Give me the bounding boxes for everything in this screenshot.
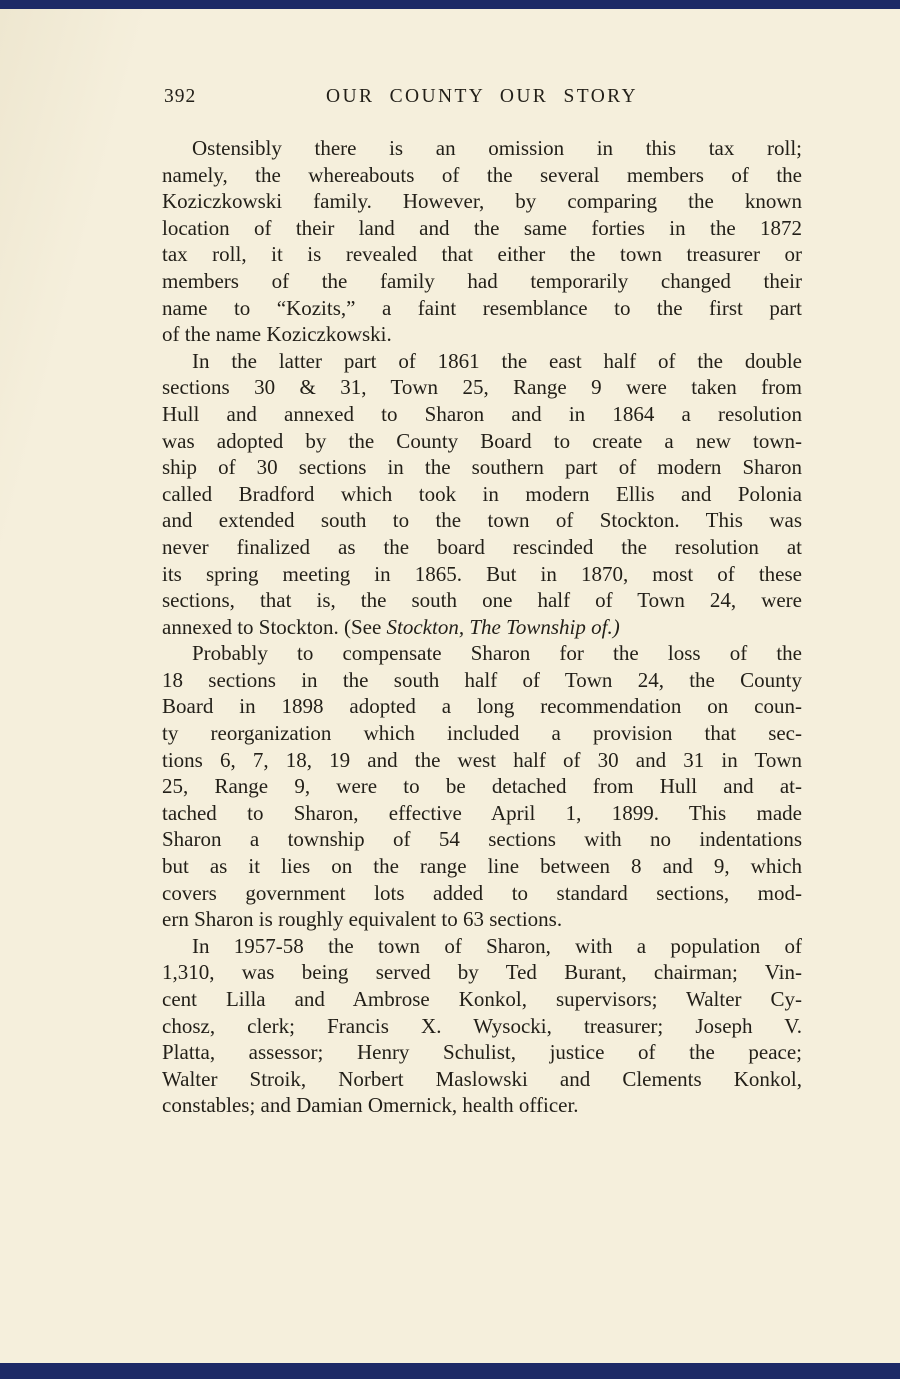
- text-line: [162, 906, 802, 933]
- text-segment: Board in 1898 adopted a long recommendation on coun-: [162, 694, 802, 719]
- text-segment: 25, Range 9, were to be detached from Hull and at-: [162, 774, 802, 799]
- text-segment: tached to Sharon, effective April 1, 1899. This made: [162, 800, 802, 825]
- text-segment: Ostensibly there is an omission in this tax roll;: [192, 136, 802, 160]
- text-segment: name to “Kozits,” a faint resemblance to the first part: [162, 295, 802, 320]
- body-text: [162, 135, 802, 1119]
- text-segment: namely, the whereabouts of the several members of the: [162, 162, 802, 187]
- text-line: [162, 162, 802, 189]
- text-line: [162, 800, 802, 827]
- text-line: [162, 507, 802, 534]
- text-line: [162, 561, 802, 588]
- text-segment: but as it lies on the range line between 8 and 9, which: [162, 854, 802, 879]
- text-line: [162, 693, 802, 720]
- text-segment: Platta, assessor; Henry Schulist, justice of the peace;: [162, 1040, 802, 1065]
- text-line: [162, 428, 802, 455]
- text-segment: members of the family had temporarily changed their: [162, 268, 802, 293]
- paragraph: [162, 933, 802, 1119]
- text-segment: 18 sections in the south half of Town 24, the County: [162, 667, 802, 692]
- text-line: [162, 826, 802, 853]
- text-line: [162, 773, 802, 800]
- text-segment: Walter Stroik, Norbert Maslowski and Clements Konkol,: [162, 1066, 802, 1091]
- text-line: [162, 720, 802, 747]
- text-segment: ern Sharon is roughly equivalent to 63 sections.: [162, 907, 563, 932]
- text-line: [162, 986, 802, 1013]
- text-line: [162, 454, 802, 481]
- text-line: [162, 853, 802, 880]
- text-segment: location of their land and the same forties in the 1872: [162, 215, 802, 240]
- text-segment: covers government lots added to standard sections, mod-: [162, 880, 802, 905]
- text-line: [162, 481, 802, 508]
- text-line: [162, 295, 802, 322]
- text-line: [162, 268, 802, 295]
- text-line: [162, 880, 802, 907]
- text-line: [162, 614, 802, 641]
- text-line: [162, 401, 802, 428]
- text-line: [162, 348, 802, 375]
- text-segment: Hull and annexed to Sharon and in 1864 a resolution: [162, 401, 802, 426]
- text-line: [162, 241, 802, 268]
- text-segment: In the latter part of 1861 the east half of the double: [192, 348, 802, 373]
- text-segment: and extended south to the town of Stockton. This was: [162, 508, 802, 533]
- text-line: [162, 587, 802, 614]
- scan-edge-bottom: [0, 1363, 900, 1379]
- text-line: [162, 135, 802, 162]
- page-number: 392: [164, 86, 197, 107]
- text-segment: annexed to Stockton. (See: [162, 614, 387, 639]
- text-segment: sections, that is, the south one half of Town 24, were: [162, 588, 802, 613]
- text-segment: ty reorganization which included a provision that sec-: [162, 721, 802, 746]
- text-line: [162, 640, 802, 667]
- text-line: [162, 959, 802, 986]
- text-line: [162, 1013, 802, 1040]
- text-line: [162, 374, 802, 401]
- text-segment: Sharon a township of 54 sections with no indentations: [162, 827, 802, 852]
- running-title: OUR COUNTY OUR STORY: [326, 86, 638, 107]
- text-segment: ship of 30 sections in the southern part of modern Sharon: [162, 455, 802, 480]
- text-line: [162, 1092, 802, 1119]
- paragraph: [162, 640, 802, 933]
- text-segment: Probably to compensate Sharon for the loss of the: [192, 641, 802, 666]
- text-line: [162, 747, 802, 774]
- text-segment: tions 6, 7, 18, 19 and the west half of 30 and 31 in Town: [162, 747, 802, 772]
- paragraph: [162, 348, 802, 641]
- text-segment: called Bradford which took in modern Ellis and Polonia: [162, 481, 802, 506]
- text-line: [162, 534, 802, 561]
- text-segment: 1,310, was being served by Ted Burant, chairman; Vin-: [162, 960, 802, 985]
- text-segment: cent Lilla and Ambrose Konkol, supervisors; Walter Cy-: [162, 987, 802, 1011]
- text-line: [162, 1066, 802, 1093]
- italic-text: Stockton, The Township of.): [386, 614, 620, 639]
- text-segment: chosz, clerk; Francis X. Wysocki, treasurer; Joseph V.: [162, 1013, 802, 1038]
- text-segment: never finalized as the board rescinded the resolution at: [162, 534, 802, 559]
- text-segment: constables; and Damian Omernick, health officer.: [162, 1093, 579, 1118]
- text-segment: was adopted by the County Board to create a new town-: [162, 428, 802, 453]
- text-segment: In 1957-58 the town of Sharon, with a population of: [192, 933, 802, 958]
- paragraph: [162, 135, 802, 348]
- page-header: [162, 86, 802, 108]
- text-line: [162, 1039, 802, 1066]
- text-line: [162, 188, 802, 215]
- text-segment: tax roll, it is revealed that either the town treasurer or: [162, 242, 802, 267]
- text-line: [162, 667, 802, 694]
- text-segment: its spring meeting in 1865. But in 1870, most of these: [162, 561, 802, 586]
- text-line: [162, 215, 802, 242]
- text-line: [162, 321, 802, 348]
- text-line: [162, 933, 802, 960]
- text-segment: of the name Koziczkowski.: [162, 322, 392, 347]
- text-segment: sections 30 & 31, Town 25, Range 9 were taken from: [162, 375, 802, 400]
- scan-edge-top: [0, 0, 900, 9]
- text-segment: Koziczkowski family. However, by comparing the known: [162, 189, 802, 214]
